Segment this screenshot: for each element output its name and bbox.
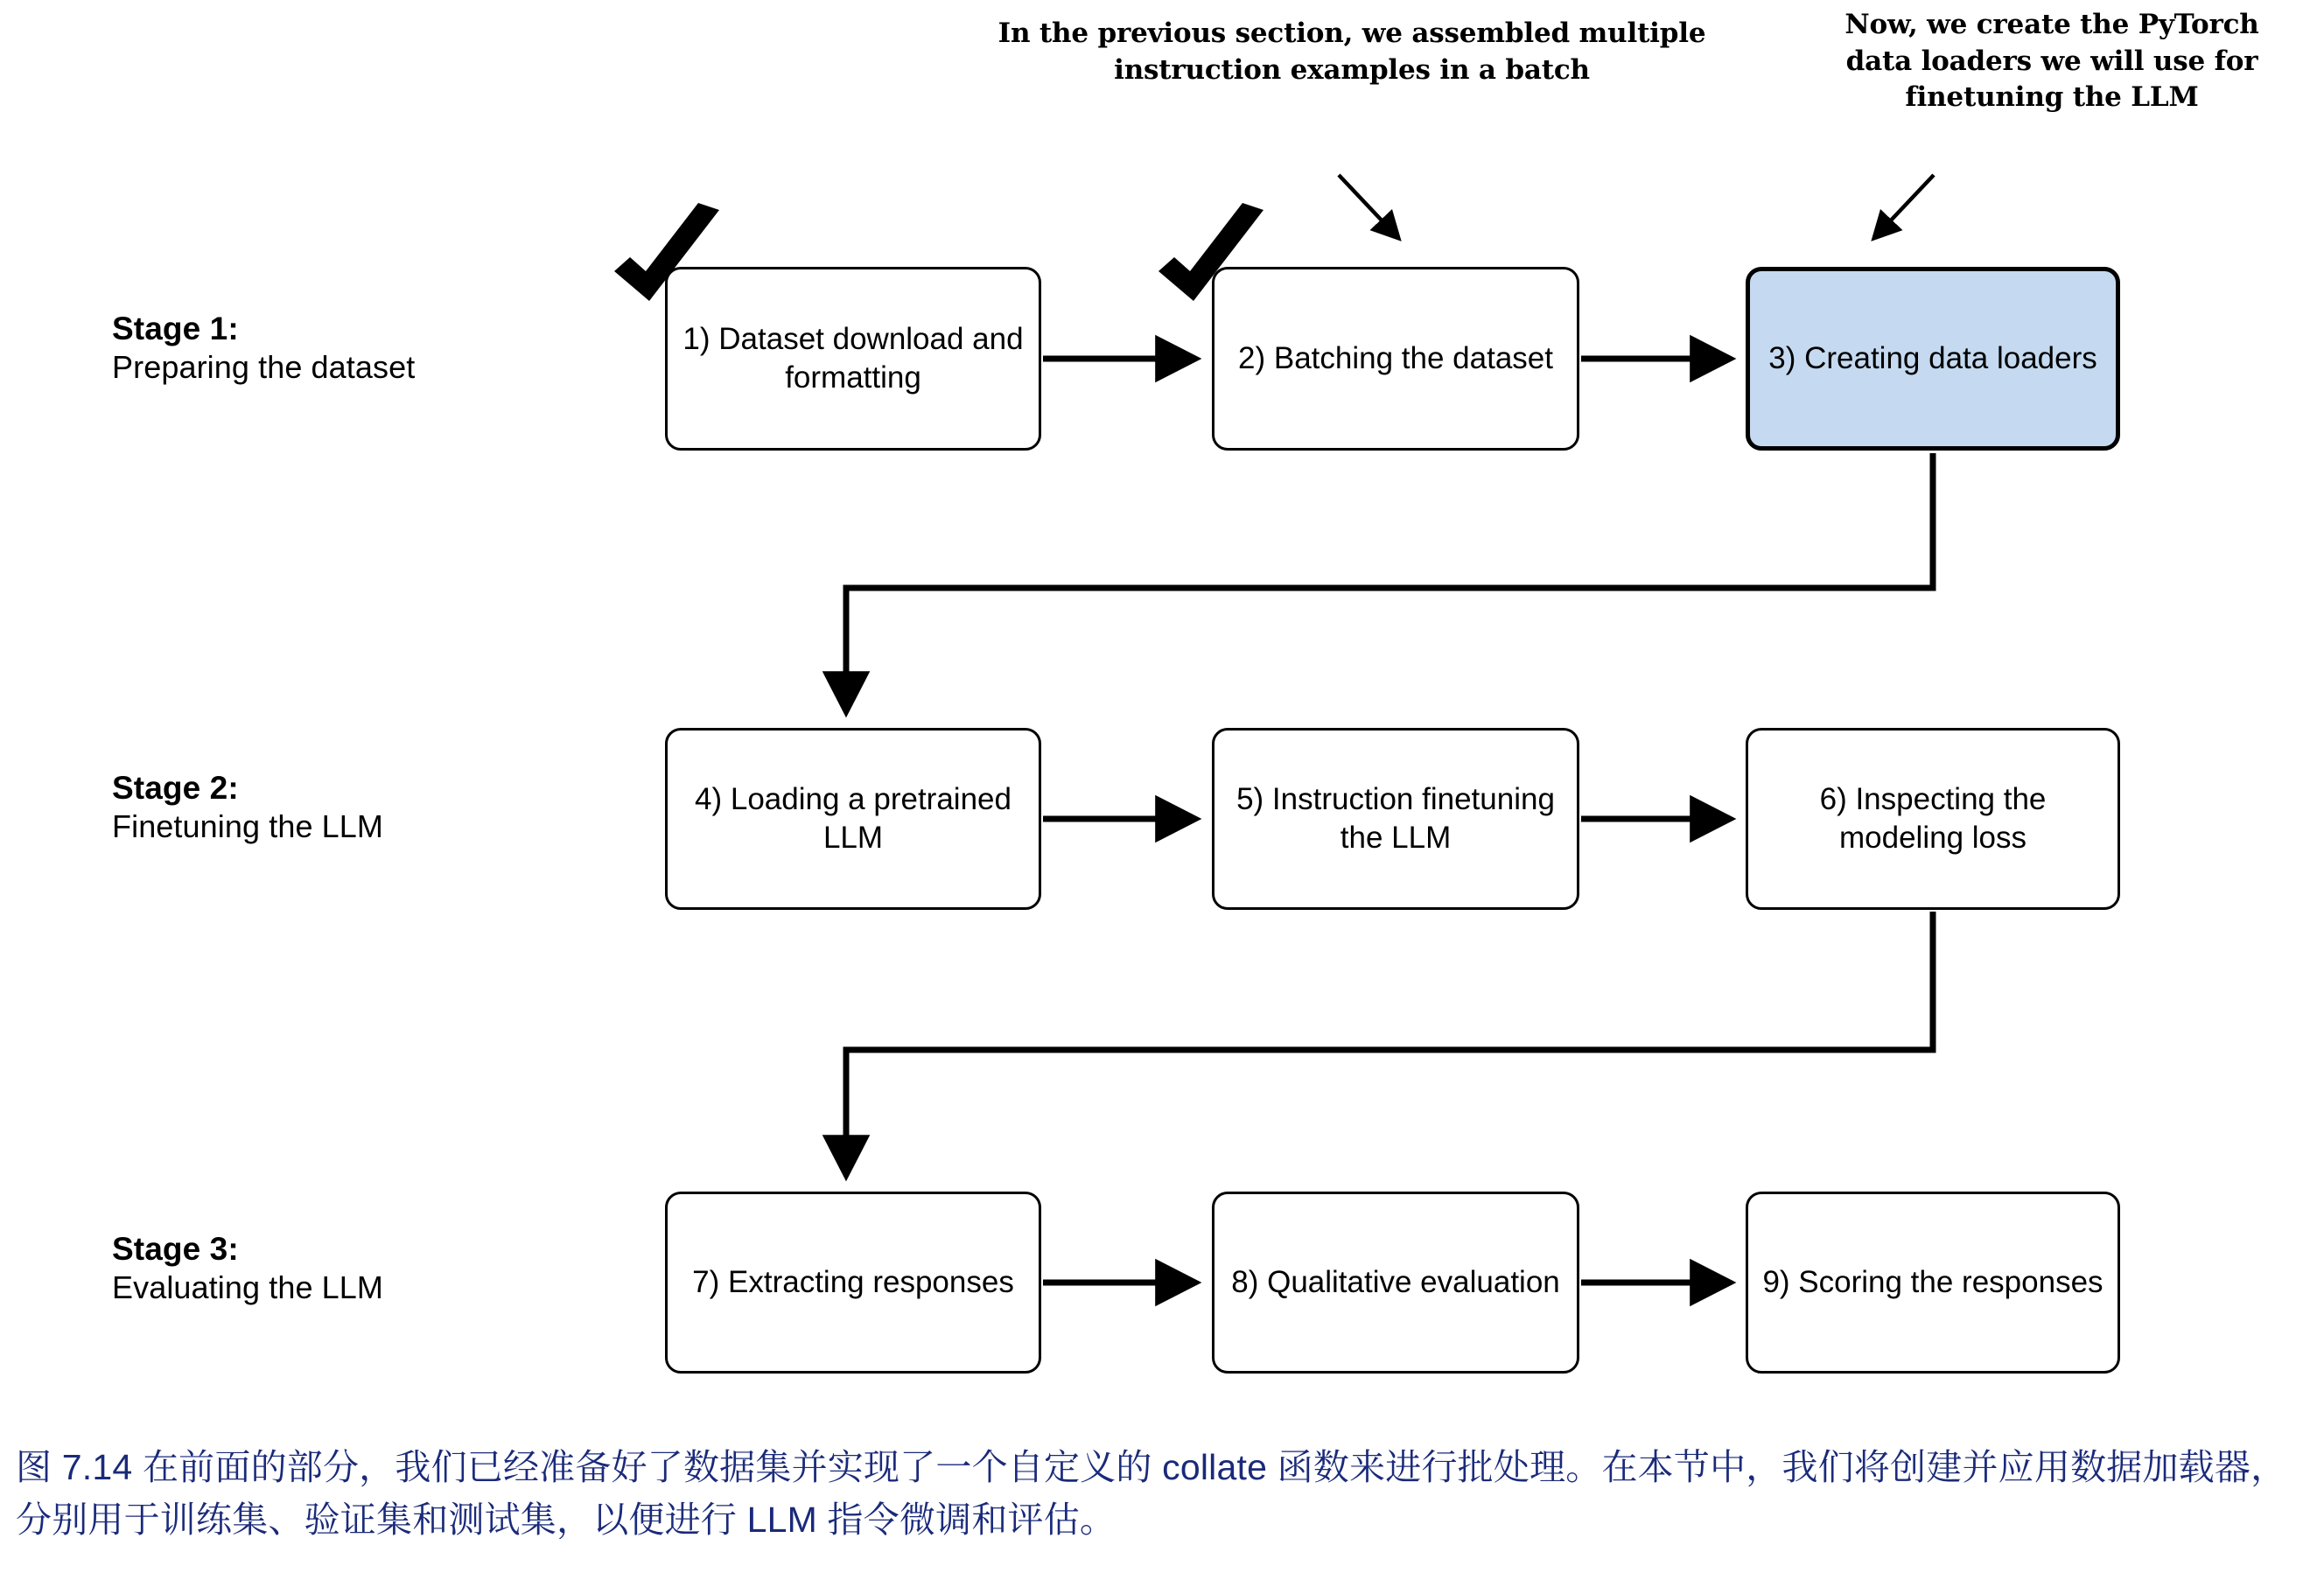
stage-3-title: Stage 3: [112,1231,239,1267]
annotation-previous-section: In the previous section, we assembled multiple instruction examples in a batch [998,17,1706,86]
flow-node-6-inspecting-modeling-loss[interactable] [1746,728,2120,910]
stage-2-subtitle: Finetuning the LLM [112,808,383,845]
flow-node-8-label: 8) Qualitative evaluation [1231,1264,1560,1299]
stage-2-title: Stage 2: [112,770,239,806]
flow-node-3-creating-data-loaders[interactable] [1746,267,2120,451]
stage-1-title: Stage 1: [112,311,239,346]
flow-node-3-label: 3) Creating data loaders [1768,340,2097,375]
flow-node-2-label: 2) Batching the dataset [1238,340,1553,375]
flow-node-8-qualitative-evaluation[interactable] [1212,1192,1579,1374]
checkmark-icon [604,203,735,334]
stage-1-subtitle: Preparing the dataset [112,349,416,386]
annotation-now-create-dataloaders: Now, we create the PyTorch data loaders we will use for finetuning the LLM [1844,9,2259,114]
flow-node-9-scoring-the-responses[interactable] [1746,1192,2120,1374]
stage-1-label [112,309,637,387]
stage-3-label [112,1229,637,1307]
flow-node-7-label: 7) Extracting responses [692,1264,1014,1299]
figure-caption: 图 7.14 在前面的部分，我们已经准备好了数据集并实现了一个自定义的 collate 函数来进行批处理。在本节中，我们将创建并应用数据加载器，分别用于训练集、验证集和测试集，以便进行 LLM 指令微调和评估。 [16,1447,2287,1540]
flow-node-4-loading-pretrained-llm[interactable] [665,728,1041,910]
stage-3-subtitle: Evaluating the LLM [112,1269,383,1306]
flow-node-7-extracting-responses[interactable] [665,1192,1041,1374]
flow-node-1-label: 1) Dataset download and formatting [682,321,1024,395]
flow-node-5-instruction-finetuning-llm[interactable] [1212,728,1579,910]
flow-node-4-label: 4) Loading a pretrained LLM [695,781,1012,855]
flow-node-9-label: 9) Scoring the responses [1762,1264,2104,1299]
flow-node-5-label: 5) Instruction finetuning the LLM [1236,781,1555,855]
stage-2-label [112,768,637,846]
checkmark-icon [1148,203,1279,334]
flow-node-6-label: 6) Inspecting the modeling loss [1819,781,2047,855]
